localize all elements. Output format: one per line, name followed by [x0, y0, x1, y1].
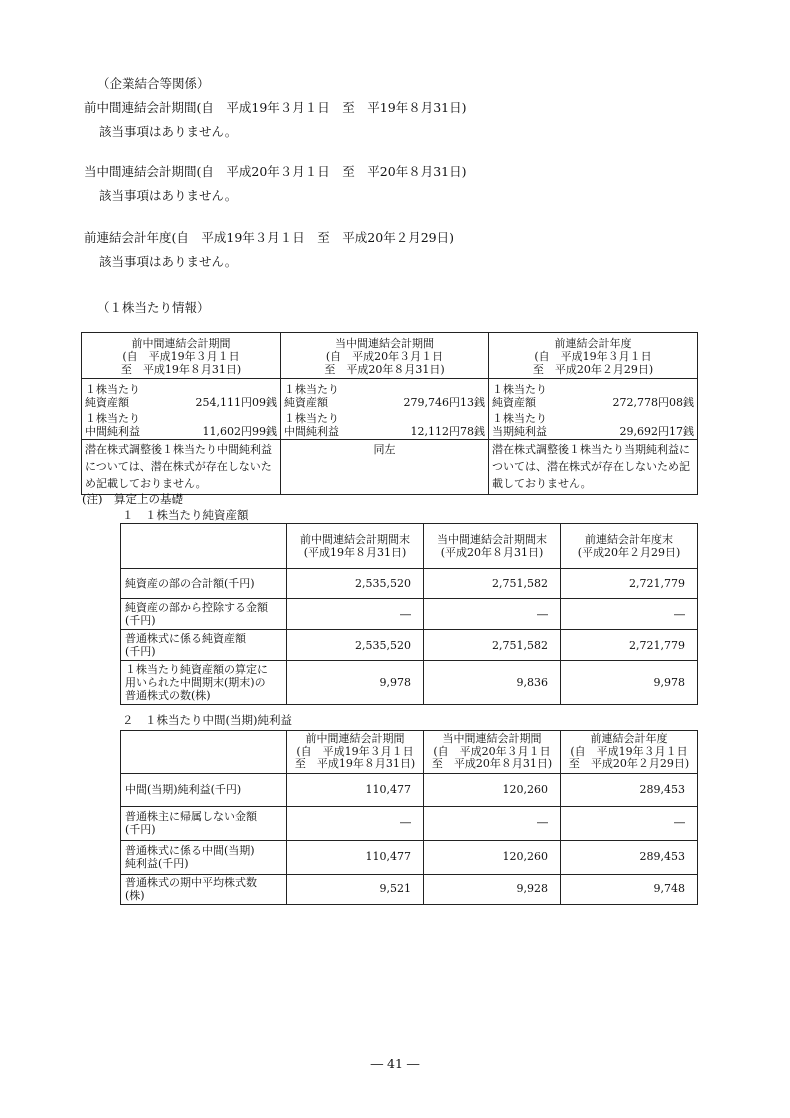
column-header-prior-interim-end: 前中間連結会計期間末 (平成19年８月31日) [287, 524, 424, 569]
notes-label: (注) 算定上の基礎 [82, 492, 183, 506]
table-row [121, 599, 698, 630]
prior-interim-period-text: 該当事項はありません。 [99, 124, 238, 139]
section-heading-per-share-info: （１株当たり情報） [97, 300, 210, 315]
cell-value: 120,260 [424, 841, 561, 875]
cell-value: 110,477 [287, 841, 424, 875]
column-header-prior-fiscal-year-end: 前連結会計年度末 (平成20年２月29日) [561, 524, 698, 569]
table-row [121, 807, 698, 841]
cell-value: 2,751,582 [424, 569, 561, 599]
current-interim-period-title: 当中間連結会計期間(自 平成20年３月１日 至 平20年８月31日) [84, 164, 467, 179]
table-row [121, 875, 698, 905]
table-row [121, 661, 698, 705]
subsection-title-net-income: ２ １株当たり中間(当期)純利益 [122, 713, 292, 727]
row-header-empty [121, 731, 287, 774]
table-header-row [121, 524, 698, 569]
row-header-empty [121, 524, 287, 569]
prior-interim-period-title: 前中間連結会計期間(自 平成19年３月１日 至 平19年８月31日) [84, 100, 467, 115]
page-number: ― 41 ― [370, 1056, 420, 1071]
net-income-per-share-label: １株当たり 当期純利益 [492, 412, 547, 438]
column-header-current-interim: 当中間連結会計期間 (自 平成20年３月１日 至 平成20年８月31日) [281, 333, 489, 379]
table-row [121, 569, 698, 599]
cell-value: ― [287, 807, 424, 841]
table-header-row [82, 333, 698, 379]
cell-value: 289,453 [561, 841, 698, 875]
cell-value: 9,748 [561, 875, 698, 905]
cell-value: 120,260 [424, 774, 561, 807]
net-income-basis-table [120, 730, 698, 905]
row-label: 純資産の部から控除する金額 (千円) [121, 599, 287, 630]
table-row [82, 440, 698, 495]
table-row [121, 630, 698, 661]
cell-value: 110,477 [287, 774, 424, 807]
column-header-current-interim: 当中間連結会計期間 (自 平成20年３月１日 至 平成20年８月31日) [424, 731, 561, 774]
column-header-prior-fiscal-year: 前連結会計年度 (自 平成19年３月１日 至 平成20年２月29日) [489, 333, 698, 379]
cell-value: 9,928 [424, 875, 561, 905]
cell-value: 2,721,779 [561, 569, 698, 599]
net-income-per-share-value: 12,112円78銭 [410, 425, 485, 438]
cell-value: ― [424, 807, 561, 841]
net-income-per-share-value: 29,692円17銭 [619, 425, 694, 438]
row-label: 純資産の部の合計額(千円) [121, 569, 287, 599]
cell-value: 2,751,582 [424, 630, 561, 661]
cell-value: 9,978 [287, 661, 424, 705]
row-label: 普通株式に係る純資産額 (千円) [121, 630, 287, 661]
prior-fiscal-year-values [489, 379, 698, 440]
nav-per-share-label: １株当たり 純資産額 [85, 383, 140, 409]
cell-value: 9,521 [287, 875, 424, 905]
diluted-eps-note: 潜在株式調整後１株当たり中間純利益については、潜在株式が存在しないため記載しておりません。 [82, 440, 281, 495]
cell-value: 289,453 [561, 774, 698, 807]
nav-per-share-label: １株当たり 純資産額 [284, 383, 339, 409]
row-label: 中間(当期)純利益(千円) [121, 774, 287, 807]
current-interim-values [281, 379, 489, 440]
nav-basis-table [120, 523, 698, 705]
row-label: 普通株式の期中平均株式数 (株) [121, 875, 287, 905]
row-label: 普通株式に係る中間(当期) 純利益(千円) [121, 841, 287, 875]
diluted-eps-note: 潜在株式調整後１株当たり当期純利益については、潜在株式が存在しないため記載しておりません。 [489, 440, 698, 495]
cell-value: ― [287, 599, 424, 630]
net-income-per-share-value: 11,602円99銭 [202, 425, 277, 438]
net-income-per-share-label: １株当たり 中間純利益 [85, 412, 140, 438]
cell-value: 2,535,520 [287, 630, 424, 661]
table-row [121, 774, 698, 807]
column-header-prior-interim: 前中間連結会計期間 (自 平成19年３月１日 至 平成19年８月31日) [82, 333, 281, 379]
section-heading-business-combination: （企業結合等関係） [97, 76, 210, 91]
prior-fiscal-year-text: 該当事項はありません。 [99, 254, 238, 269]
same-as-left-note: 同左 [281, 440, 489, 495]
cell-value: 2,535,520 [287, 569, 424, 599]
net-income-per-share-label: １株当たり 中間純利益 [284, 412, 339, 438]
nav-per-share-label: １株当たり 純資産額 [492, 383, 547, 409]
cell-value: ― [424, 599, 561, 630]
cell-value: ― [561, 807, 698, 841]
subsection-title-nav: １ １株当たり純資産額 [122, 508, 249, 522]
cell-value: 9,978 [561, 661, 698, 705]
table-row [121, 841, 698, 875]
prior-interim-values [82, 379, 281, 440]
cell-value: ― [561, 599, 698, 630]
row-label: 普通株主に帰属しない金額 (千円) [121, 807, 287, 841]
column-header-current-interim-end: 当中間連結会計期間末 (平成20年８月31日) [424, 524, 561, 569]
current-interim-period-text: 該当事項はありません。 [99, 188, 238, 203]
column-header-prior-fiscal-year: 前連結会計年度 (自 平成19年３月１日 至 平成20年２月29日) [561, 731, 698, 774]
nav-per-share-value: 254,111円09銭 [195, 396, 277, 409]
per-share-info-table [81, 332, 698, 495]
nav-per-share-value: 272,778円08銭 [612, 396, 694, 409]
nav-per-share-value: 279,746円13銭 [403, 396, 485, 409]
column-header-prior-interim: 前中間連結会計期間 (自 平成19年３月１日 至 平成19年８月31日) [287, 731, 424, 774]
table-row [82, 379, 698, 440]
row-label: １株当たり純資産額の算定に 用いられた中間期末(期末)の 普通株式の数(株) [121, 661, 287, 705]
table-header-row [121, 731, 698, 774]
cell-value: 2,721,779 [561, 630, 698, 661]
cell-value: 9,836 [424, 661, 561, 705]
prior-fiscal-year-title: 前連結会計年度(自 平成19年３月１日 至 平成20年２月29日) [84, 230, 454, 245]
